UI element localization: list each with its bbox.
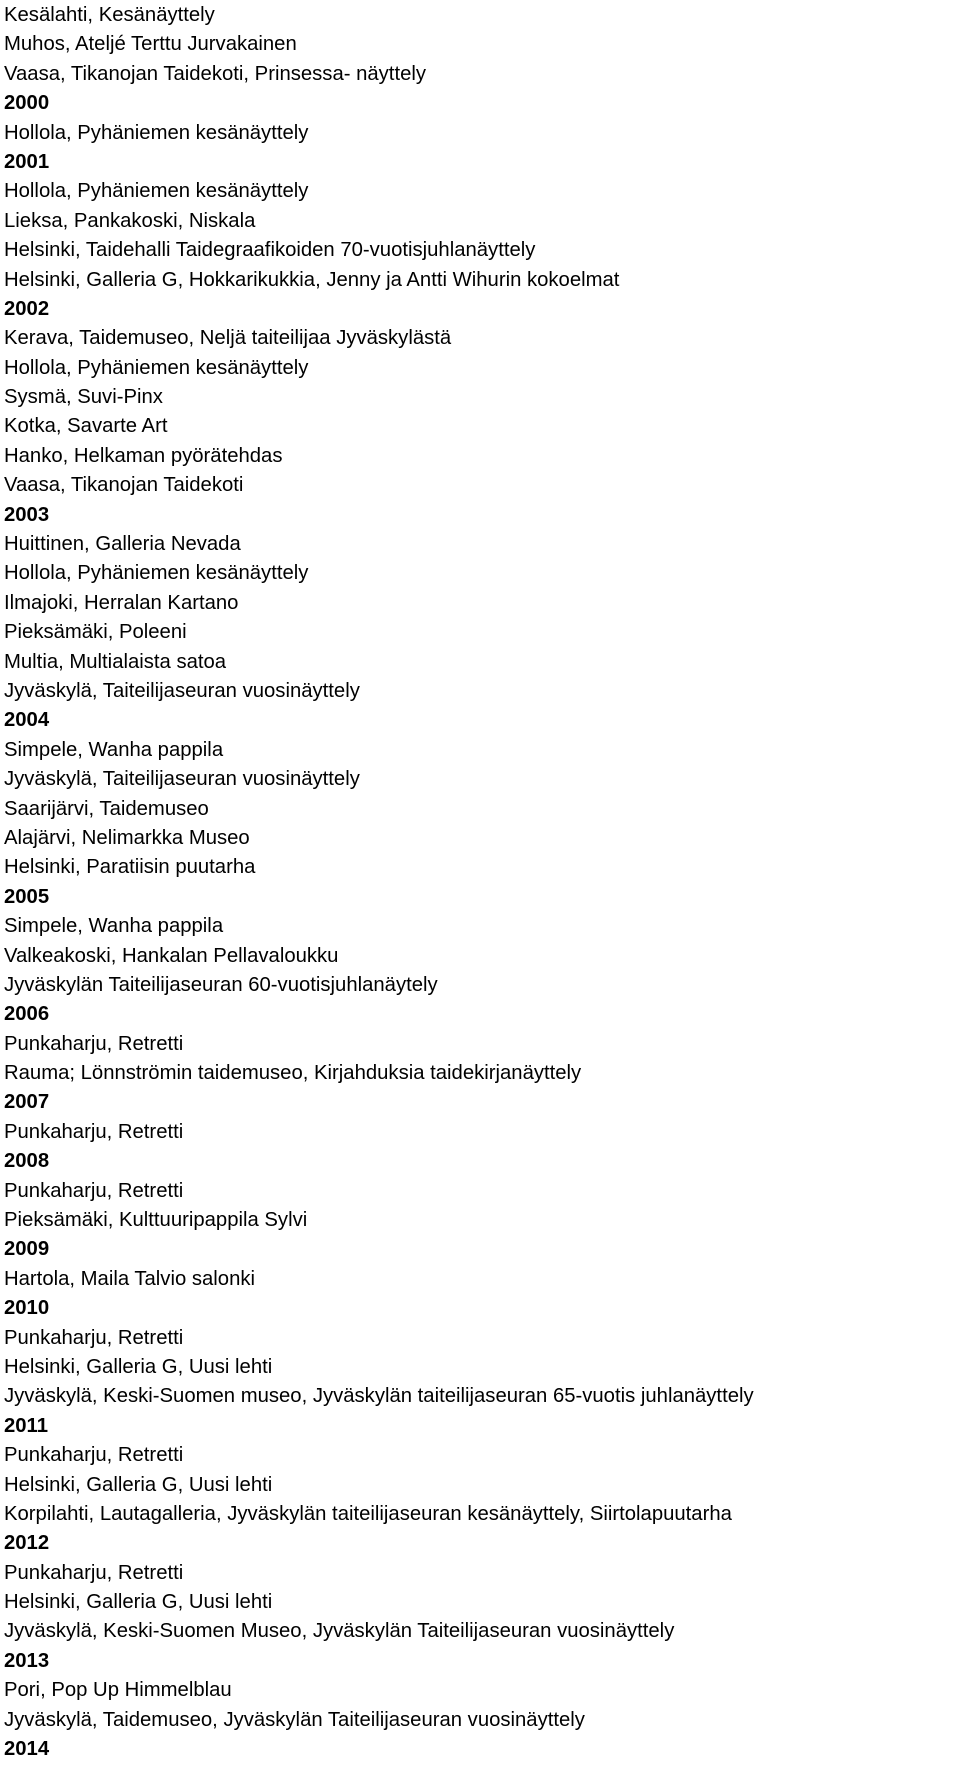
exhibition-entry: Punkaharju, Retretti — [4, 1179, 184, 1202]
exhibition-entry: Hollola, Pyhäniemen kesänäyttely — [4, 562, 309, 585]
year-heading: 2013 — [4, 1649, 50, 1672]
exhibition-entry: Helsinki, Galleria G, Uusi lehti — [4, 1591, 273, 1614]
exhibition-entry: Hollola, Pyhäniemen kesänäyttely — [4, 356, 309, 379]
exhibition-entry: Multia, Multialaista satoa — [4, 650, 227, 673]
exhibition-entry: Simpele, Wanha pappila — [4, 738, 224, 761]
exhibition-entry: Vaasa, Tikanojan Taidekoti — [4, 474, 244, 497]
exhibition-entry: Punkaharju, Retretti — [4, 1326, 184, 1349]
year-heading: 2010 — [4, 1297, 50, 1320]
year-heading: 2011 — [4, 1414, 48, 1437]
exhibition-entry: Jyväskylä, Taiteilijaseuran vuosinäyttely — [4, 679, 360, 702]
exhibition-entry: Helsinki, Galleria G, Uusi lehti — [4, 1473, 273, 1496]
exhibition-entry: Huittinen, Galleria Nevada — [4, 533, 241, 556]
exhibition-entry: Pieksämäki, Kulttuuripappila Sylvi — [4, 1209, 308, 1232]
year-heading: 2002 — [4, 297, 50, 320]
exhibition-entry: Pieksämäki, Poleeni — [4, 621, 187, 644]
exhibition-entry: Punkaharju, Retretti — [4, 1032, 184, 1055]
exhibition-entry: Jyväskylä, Taidemuseo, Jyväskylän Taiteilijaseuran vuosinäyttely — [4, 1708, 585, 1731]
exhibition-entry: Jyväskylä, Keski-Suomen Museo, Jyväskylän Taiteilijaseuran vuosinäyttely — [4, 1620, 675, 1643]
exhibition-entry: Alajärvi, Nelimarkka Museo — [4, 826, 250, 849]
exhibition-entry: Helsinki, Paratiisin puutarha — [4, 856, 256, 879]
exhibition-entry: Saarijärvi, Taidemuseo — [4, 797, 209, 820]
exhibition-entry: Vaasa, Tikanojan Taidekoti, Prinsessa- näyttely — [4, 62, 427, 85]
exhibition-entry: Helsinki, Taidehalli Taidegraafikoiden 70-vuotisjuhlanäyttely — [4, 239, 536, 262]
exhibition-entry: Hartola, Maila Talvio salonki — [4, 1267, 255, 1290]
exhibition-entry: Ilmajoki, Herralan Kartano — [4, 591, 239, 614]
exhibition-entry: Helsinki, Galleria G, Hokkarikukkia, Jenny ja Antti Wihurin kokoelmat — [4, 268, 620, 291]
year-heading: 2004 — [4, 709, 50, 732]
exhibition-entry: Muhos, Ateljé Terttu Jurvakainen — [4, 33, 297, 56]
exhibition-entry: Jyväskylä, Keski-Suomen museo, Jyväskylän taiteilijaseuran 65-vuotis juhlanäyttely — [4, 1385, 754, 1408]
year-heading: 2003 — [4, 503, 50, 526]
exhibition-entry: Kotka, Savarte Art — [4, 415, 168, 438]
year-heading: 2009 — [4, 1238, 50, 1261]
exhibition-entry: Valkeakoski, Hankalan Pellavaloukku — [4, 944, 339, 967]
exhibition-entry: Jyväskylän Taiteilijaseuran 60-vuotisjuhlanäytely — [4, 973, 438, 996]
exhibition-entry: Jyväskylä, Taiteilijaseuran vuosinäyttely — [4, 768, 360, 791]
exhibition-entry: Hanko, Helkaman pyörätehdas — [4, 444, 283, 467]
exhibition-entry: Kesälahti, Kesänäyttely — [4, 4, 215, 26]
exhibition-entry: Hollola, Pyhäniemen kesänäyttely — [4, 180, 309, 203]
year-heading: 2006 — [4, 1003, 50, 1026]
year-heading: 2014 — [4, 1738, 50, 1761]
year-heading: 2000 — [4, 92, 50, 115]
year-heading: 2007 — [4, 1091, 50, 1114]
exhibition-entry: Pori, Pop Up Himmelblau — [4, 1679, 232, 1702]
year-heading: 2001 — [4, 150, 50, 173]
year-heading: 2012 — [4, 1532, 50, 1555]
exhibition-entry: Punkaharju, Retretti — [4, 1120, 184, 1143]
exhibition-entry: Hollola, Pyhäniemen kesänäyttely — [4, 121, 309, 144]
year-heading: 2008 — [4, 1150, 50, 1173]
exhibition-entry: Korpilahti, Lautagalleria, Jyväskylän taiteilijaseuran kesänäyttely, Siirtolapuutarha — [4, 1502, 732, 1525]
exhibition-entry: Rauma; Lönnströmin taidemuseo, Kirjahduksia taidekirjanäyttely — [4, 1062, 582, 1085]
exhibition-entry: Sysmä, Suvi-Pinx — [4, 386, 163, 409]
exhibition-entry: Helsinki, Galleria G, Uusi lehti — [4, 1355, 273, 1378]
exhibition-entry: Kerava, Taidemuseo, Neljä taiteilijaa Jyväskylästä — [4, 327, 452, 350]
exhibition-entry: Simpele, Wanha pappila — [4, 915, 224, 938]
year-heading: 2005 — [4, 885, 50, 908]
exhibition-entry: Lieksa, Pankakoski, Niskala — [4, 209, 256, 232]
exhibition-entry: Punkaharju, Retretti — [4, 1444, 184, 1467]
exhibition-entry: Punkaharju, Retretti — [4, 1561, 184, 1584]
